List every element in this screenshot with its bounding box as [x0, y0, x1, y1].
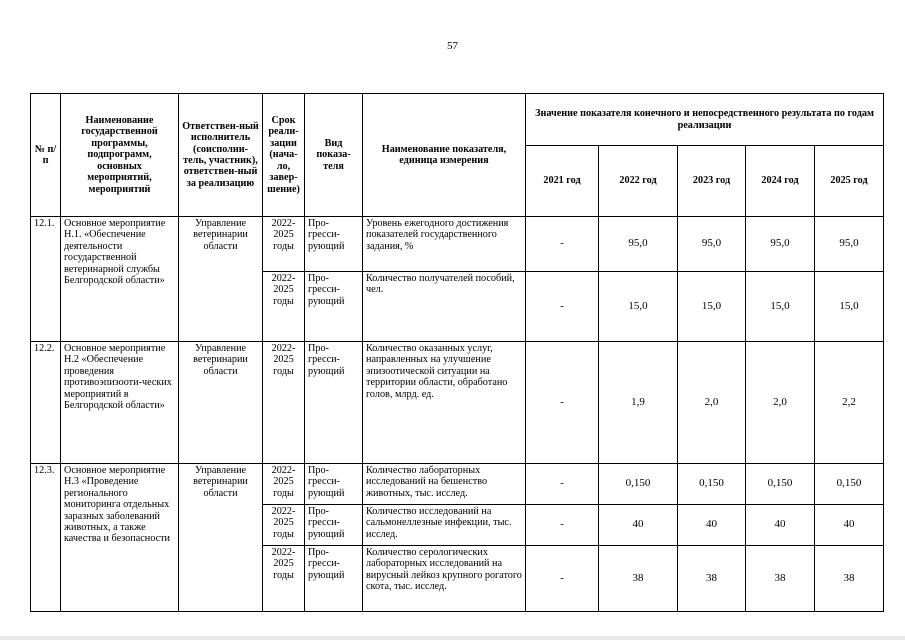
value-2021: - [526, 464, 599, 505]
indicator-type: Про-гресси-рующий [305, 272, 363, 342]
indicator-type: Про-гресси-рующий [305, 464, 363, 505]
value-2023: 15,0 [678, 272, 746, 342]
header-name: Наименование государственной программы, подпрограмм, основных мероприятий, мероприятий [61, 94, 179, 217]
header-type: Вид показа-теля [305, 94, 363, 217]
header-num: № п/п [31, 94, 61, 217]
measure-name: Основное мероприятие Н.3 «Проведение регионального мониторинга отдельных заразных заболеваний животных, а также качества и безопасности [61, 464, 179, 612]
header-year-2024: 2024 год [746, 146, 815, 217]
value-2022: 1,9 [599, 342, 678, 464]
value-2024: 0,150 [746, 464, 815, 505]
value-2025: 2,2 [815, 342, 884, 464]
header-term: Срок реали-зации (нача-ло, завер-шение) [263, 94, 305, 217]
term: 2022-2025 годы [263, 546, 305, 612]
value-2023: 2,0 [678, 342, 746, 464]
value-2023: 38 [678, 546, 746, 612]
scan-edge [0, 636, 905, 640]
responsible-executor: Управление ветеринарии области [179, 217, 263, 342]
indicator-name: Количество лабораторных исследований на бешенство животных, тыс. исслед. [363, 464, 526, 505]
value-2025: 40 [815, 505, 884, 546]
header-year-2025: 2025 год [815, 146, 884, 217]
value-2025: 0,150 [815, 464, 884, 505]
value-2022: 95,0 [599, 217, 678, 272]
value-2024: 40 [746, 505, 815, 546]
value-2021: - [526, 272, 599, 342]
value-2025: 95,0 [815, 217, 884, 272]
header-year-2023: 2023 год [678, 146, 746, 217]
header-year-2022: 2022 год [599, 146, 678, 217]
indicator-type: Про-гресси-рующий [305, 505, 363, 546]
indicator-name: Количество оказанных услуг, направленных на улучшение эпизоотической ситуации на территории области, обработано голов, млрд. ед. [363, 342, 526, 464]
value-2025: 38 [815, 546, 884, 612]
row-number: 12.3. [31, 464, 61, 612]
value-2025: 15,0 [815, 272, 884, 342]
table-row [31, 464, 884, 505]
value-2021: - [526, 505, 599, 546]
value-2022: 38 [599, 546, 678, 612]
header-indicator: Наименование показателя, единица измерения [363, 94, 526, 217]
value-2021: - [526, 546, 599, 612]
indicators-table [30, 93, 884, 612]
responsible-executor: Управление ветеринарии области [179, 342, 263, 464]
value-2024: 2,0 [746, 342, 815, 464]
header-responsible: Ответствен-ный исполнитель (соисполни-тель, участник), ответствен-ный за реализацию [179, 94, 263, 217]
indicator-name: Количество исследований на сальмонеллезные инфекции, тыс. исслед. [363, 505, 526, 546]
value-2022: 15,0 [599, 272, 678, 342]
value-2023: 40 [678, 505, 746, 546]
row-number: 12.1. [31, 217, 61, 342]
value-2021: - [526, 217, 599, 272]
value-2024: 15,0 [746, 272, 815, 342]
value-2024: 38 [746, 546, 815, 612]
term: 2022-2025 годы [263, 217, 305, 272]
responsible-executor: Управление ветеринарии области [179, 464, 263, 612]
header-year-2021: 2021 год [526, 146, 599, 217]
indicator-type: Про-гресси-рующий [305, 546, 363, 612]
measure-name: Основное мероприятие Н.1. «Обеспечение деятельности государственной ветеринарной службы Белгородской области» [61, 217, 179, 342]
page-number: 57 [447, 40, 458, 52]
term: 2022-2025 годы [263, 505, 305, 546]
header-values-group: Значение показателя конечного и непосредственного результата по годам реализации [526, 94, 884, 146]
table-row [31, 217, 884, 272]
value-2022: 40 [599, 505, 678, 546]
row-number: 12.2. [31, 342, 61, 464]
value-2023: 95,0 [678, 217, 746, 272]
value-2022: 0,150 [599, 464, 678, 505]
indicator-name: Количество получателей пособий, чел. [363, 272, 526, 342]
term: 2022-2025 годы [263, 272, 305, 342]
term: 2022-2025 годы [263, 342, 305, 464]
term: 2022-2025 годы [263, 464, 305, 505]
measure-name: Основное мероприятие Н.2 «Обеспечение проведения противоэпизооти-ческих мероприятий в Белгородской области» [61, 342, 179, 464]
indicator-type: Про-гресси-рующий [305, 217, 363, 272]
value-2023: 0,150 [678, 464, 746, 505]
indicator-name: Количество серологических лабораторных исследований на вирусный лейкоз крупного рогатого скота, тыс. исслед. [363, 546, 526, 612]
indicator-name: Уровень ежегодного достижения показателей государственного задания, % [363, 217, 526, 272]
value-2024: 95,0 [746, 217, 815, 272]
value-2021: - [526, 342, 599, 464]
indicator-type: Про-гресси-рующий [305, 342, 363, 464]
table-row [31, 342, 884, 464]
